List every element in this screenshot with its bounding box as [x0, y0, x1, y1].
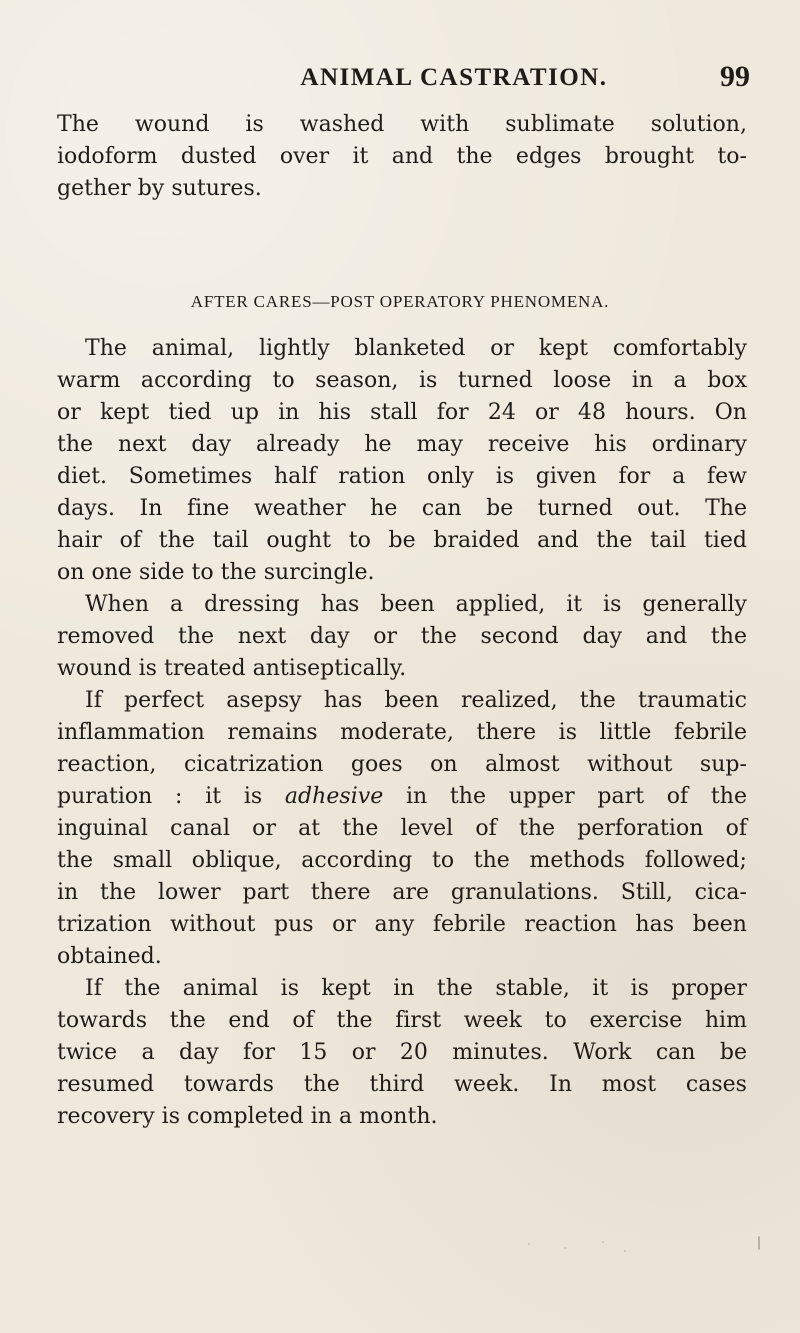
paragraph-line: towards the end of the first week to exercise him — [57, 1008, 747, 1033]
paper-speck — [528, 1243, 530, 1245]
paragraph-line: in the lower part there are granulations. Still, cica- — [57, 880, 747, 905]
running-header — [0, 58, 800, 98]
paragraph-line: obtained. — [57, 944, 162, 969]
paper-speck — [624, 1250, 626, 1252]
paper-mark — [758, 1236, 760, 1250]
page-number: 99 — [720, 60, 750, 93]
paragraph-line: inflammation remains moderate, there is little febrile — [57, 720, 747, 745]
paragraph-line: the next day already he may receive his ordinary — [57, 432, 747, 457]
paragraph-line: The animal, lightly blanketed or kept comfortably — [85, 336, 747, 361]
paragraph-line: When a dressing has been applied, it is generally — [85, 592, 747, 617]
main-text — [57, 333, 747, 1133]
paragraph-line: trization without pus or any febrile reaction has been — [57, 912, 747, 937]
paragraph-line: hair of the tail ought to be braided and the tail tied — [57, 528, 747, 553]
paragraph-line: reaction, cicatrization goes on almost without sup- — [57, 752, 747, 777]
paragraph-exercise — [57, 973, 747, 1133]
opening-paragraph — [57, 109, 747, 205]
paragraph-line: removed the next day or the second day and the — [57, 624, 747, 649]
paper-speck — [564, 1247, 566, 1249]
paragraph-line: diet. Sometimes half ration only is given for a few — [57, 464, 747, 489]
line-text: in the upper part of the — [383, 784, 747, 809]
paper-specks — [520, 1238, 640, 1256]
paragraph-asepsy — [57, 685, 747, 973]
emphasized-word: adhesive — [284, 784, 384, 809]
paragraph-line: days. In fine weather he can be turned out. The — [57, 496, 747, 521]
paragraph-line: the small oblique, according to the methods followed; — [57, 848, 747, 873]
paragraph-line: twice a day for 15 or 20 minutes. Work can be — [57, 1040, 747, 1065]
section-heading: AFTER CARES—POST OPERATORY PHENOMENA. — [190, 292, 610, 311]
paragraph-line: If the animal is kept in the stable, it is proper — [85, 976, 747, 1001]
paragraph-line: inguinal canal or at the level of the perforation of — [57, 816, 747, 841]
paragraph-line: recovery is completed in a month. — [57, 1104, 438, 1129]
opening-line-3: gether by sutures. — [57, 176, 262, 201]
paragraph-line-with-emphasis — [57, 781, 747, 813]
paragraph-line: or kept tied up in his stall for 24 or 48 hours. On — [57, 400, 747, 425]
paragraph-line: If perfect asepsy has been realized, the traumatic — [85, 688, 747, 713]
paragraph-dressing — [57, 589, 747, 685]
paper-speck — [602, 1241, 604, 1243]
paragraph-line: on one side to the surcingle. — [57, 560, 375, 585]
paragraph-line: warm according to season, is turned loose in a box — [57, 368, 747, 393]
paragraph-line: resumed towards the third week. In most cases — [57, 1072, 747, 1097]
running-title: ANIMAL CASTRATION. — [300, 64, 608, 91]
line-text: puration : it is — [57, 784, 285, 809]
opening-line-2: iodoform dusted over it and the edges brought to- — [57, 144, 747, 169]
paragraph-aftercare — [57, 333, 747, 589]
opening-line-1: The wound is washed with sublimate solution, — [57, 112, 747, 137]
paragraph-line: wound is treated antiseptically. — [57, 656, 407, 681]
